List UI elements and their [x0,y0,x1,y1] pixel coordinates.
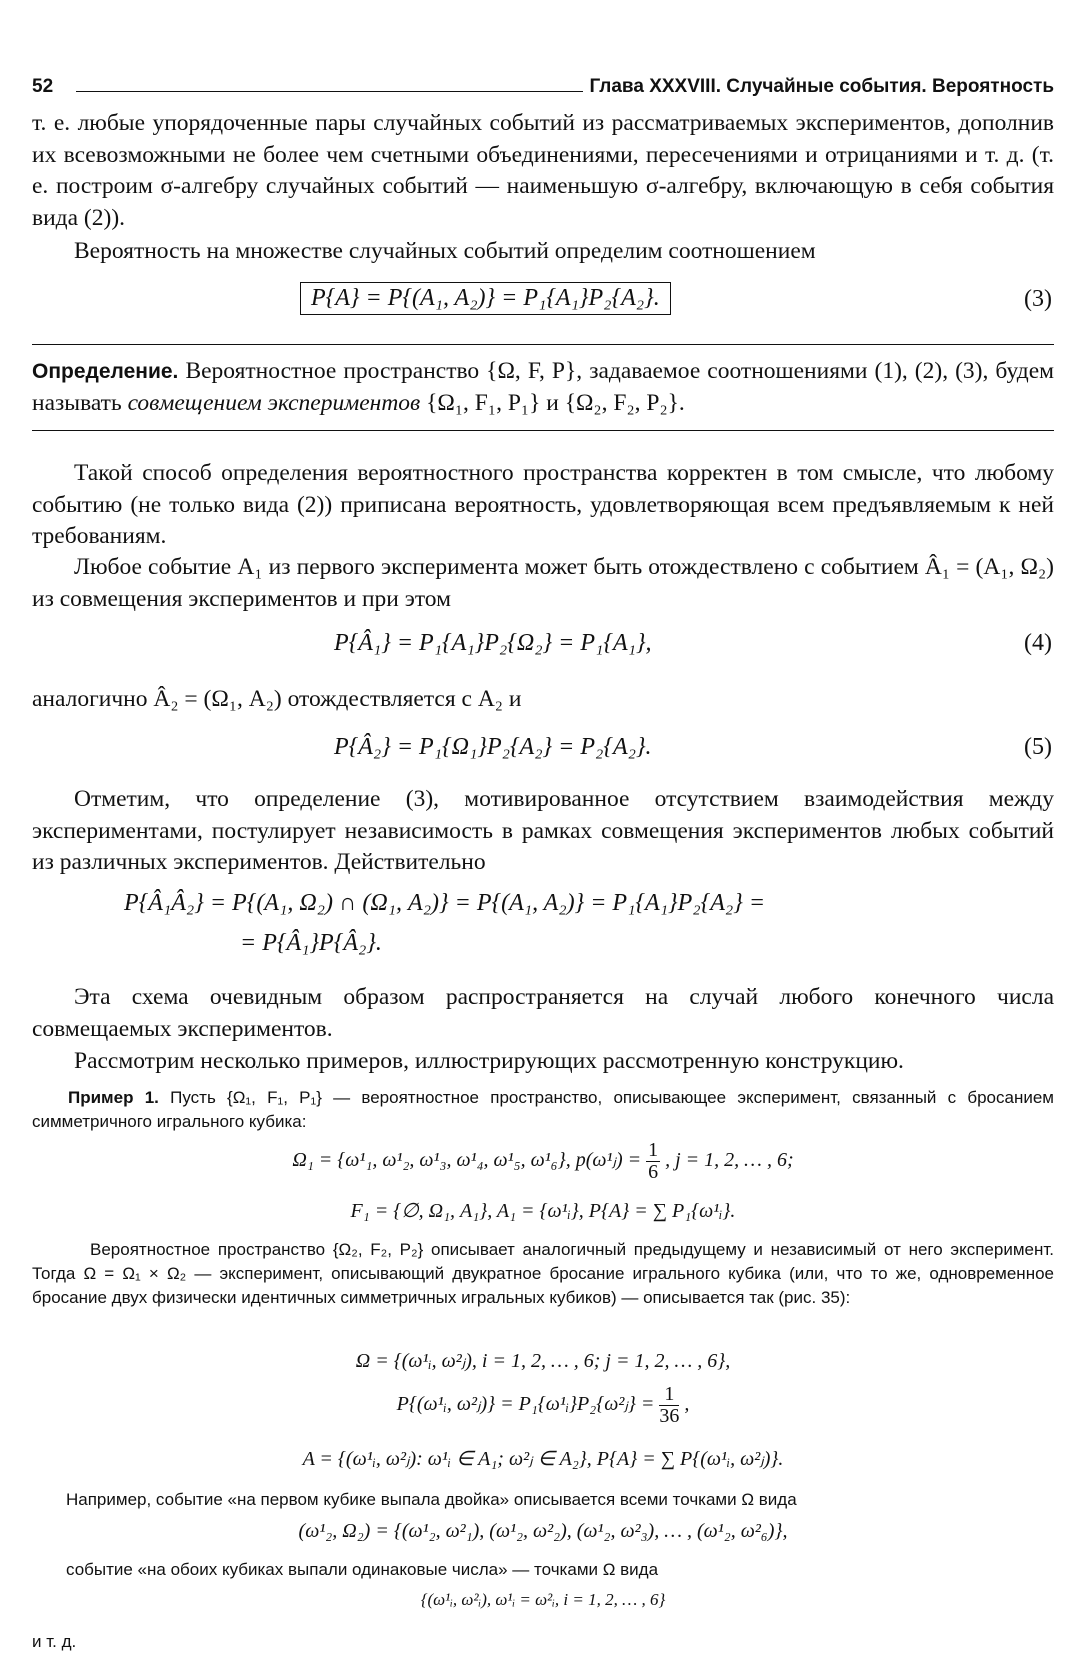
example-formula-2: F₁ = {∅, Ω₁, A₁}, A₁ = {ω¹ᵢ}, P{A} = ∑ P₁{ω¹ᵢ}. [350,1200,736,1222]
example-text: Пусть {Ω₁, F₁, P₁} — вероятностное пространство, описывающее эксперимент, связанный с бросанием симметричного игрального кубика: [32,1088,1054,1131]
example-formula-4 [32,1384,1054,1427]
paragraph-7: Эта схема очевидным образом распространяется на случай любого конечного числа совмещаемых экспериментов. [32,984,1054,1042]
paragraph-3: Такой способ определения вероятностного пространства корректен в том смысле, что любому событию (не только вида (2)) приписана вероятность, удовлетворяющая всем предъявляемым к ней требованиям. [32,460,1054,550]
paragraph-6: Отметим, что определение (3), мотивированное отсутствием взаимодействия между экспериментами, постулирует независимость в рамках совмещения экспериментов любых событий из различных экспериментов. Действительно [32,786,1054,876]
equation-3 [32,282,1054,318]
fraction-numerator: 1 [659,1384,679,1406]
equation-5-formula: P{Â₂} = P₁{Ω₁}P₂{A₂} = P₂{A₂}. [334,734,652,760]
paragraph-5: аналогично Â₂ = (Ω₁, A₂) отождествляется с A₂ и [32,686,522,712]
example-formula-3: Ω = {(ω¹ᵢ, ω²ⱼ), i = 1, 2, … , 6; j = 1, 2, … , 6}, [355,1350,731,1372]
example-formula-5: A = {(ω¹ᵢ, ω²ⱼ): ω¹ᵢ ∈ A₁; ω²ⱼ ∈ A₂}, P{A} = ∑ P{(ω¹ᵢ, ω²ⱼ)}. [302,1448,784,1470]
equation-4 [32,630,1054,666]
running-header [32,64,1054,98]
chapter-title: Глава XXXVIII. Случайные события. Вероятность [589,76,1054,97]
equation-6-formula-2: = P{Â₁}P{Â₂}. [240,930,382,956]
example-text-2: Вероятностное пространство {Ω₂, F₂, P₂} описывает аналогичный предыдущему и независимый от него эксперимент. Тогда Ω = Ω₁ × Ω₂ — эксперимент, описывающий двукратное бросание игрального кубика (или, что то же, одновременное бросание двух физически идентичных симметричных игральных кубиков) — описывается так (рис. 35): [32,1240,1054,1307]
equation-6-formula-1: P{Â₁Â₂} = P{(A₁, Ω₂) ∩ (Ω₁, A₂)} = P{(A₁, A₂)} = P₁{A₁}P₂{A₂} = [124,890,766,916]
definition-bottom-rule [32,430,1054,431]
paragraph-1: т. е. любые упорядоченные пары случайных событий из рассматриваемых экспериментов, дополнив их всевозможными не более чем счетными объединениями, пересечениями и отрицаниями и т. д. (т. е. построим σ-алгебру случайных событий — наименьшую σ-алгебру, включающую в себя события вида (2)). [32,110,1054,231]
example-formula-6: (ω¹₂, Ω₂) = {(ω¹₂, ω²₁), (ω¹₂, ω²₂), (ω¹₂, ω²₃), … , (ω¹₂, ω²₆)}, [298,1520,788,1542]
fraction-one-sixth [646,1140,660,1183]
formula-4-left: P{(ω¹ᵢ, ω²ⱼ)} = P₁{ω¹ᵢ}P₂{ω²ⱼ} = [396,1393,655,1416]
fraction-denominator: 36 [659,1405,680,1427]
equation-3-number: (3) [1024,286,1052,312]
example-formula-7: {(ω¹ᵢ, ω²ᵢ), ω¹ᵢ = ω²ᵢ, i = 1, 2, … , 6} [420,1590,666,1609]
example-text-3: Например, событие «на первом кубике выпала двойка» описывается всеми точками Ω вида [66,1490,797,1509]
equation-6-line-2 [32,930,1054,966]
formula-1-right: , j = 1, 2, … , 6; [665,1149,794,1172]
equation-4-formula: P{Â₁} = P₁{A₁}P₂{Ω₂} = P₁{A₁}, [334,630,652,656]
definition-top-rule [32,344,1054,345]
formula-4-right: , [684,1393,690,1416]
definition-term: совмещением экспериментов [127,389,421,416]
example-tail: и т. д. [32,1632,77,1651]
paragraph-2: Вероятность на множестве случайных событий определим соотношением [74,238,816,264]
definition-text-b: {Ω₁, F₁, P₁} и {Ω₂, F₂, P₂}. [426,389,685,416]
page-number: 52 [32,76,54,97]
equation-3-formula: P{A} = P{(A₁, A₂)} = P₁{A₁}P₂{A₂}. [300,282,671,315]
fraction-one-thirty-sixth [659,1384,679,1427]
paragraph-8: Рассмотрим несколько примеров, иллюстрирующих рассмотренную конструкцию. [74,1048,904,1074]
equation-5 [32,734,1054,770]
fraction-numerator: 1 [648,1139,659,1161]
equation-5-number: (5) [1024,734,1052,760]
example-text-4: событие «на обоих кубиках выпали одинаковые числа» — точками Ω вида [66,1560,659,1579]
example-1-intro [32,1086,1054,1134]
equation-6-line-1 [32,890,1054,926]
example-formula-1 [32,1140,1054,1183]
paragraph-4: Любое событие A₁ из первого эксперимента может быть отождествлено с событием Â₁ = (A₁, Ω₂) из совмещения экспериментов и при этом [32,554,1054,612]
header-rule [76,91,583,92]
definition-label: Определение. [32,360,179,383]
definition-block [32,356,1054,419]
fraction-denominator: 6 [648,1161,659,1183]
example-label: Пример 1. [68,1088,159,1107]
formula-1-left: Ω₁ = {ω¹₁, ω¹₂, ω¹₃, ω¹₄, ω¹₅, ω¹₆}, p(ω¹ⱼ) = [292,1149,642,1172]
definition-text-a: Вероятностное пространство {Ω, F, P}, задаваемое соотношениями (1), (2), (3), будем называть [32,358,1055,416]
equation-4-number: (4) [1024,630,1052,656]
